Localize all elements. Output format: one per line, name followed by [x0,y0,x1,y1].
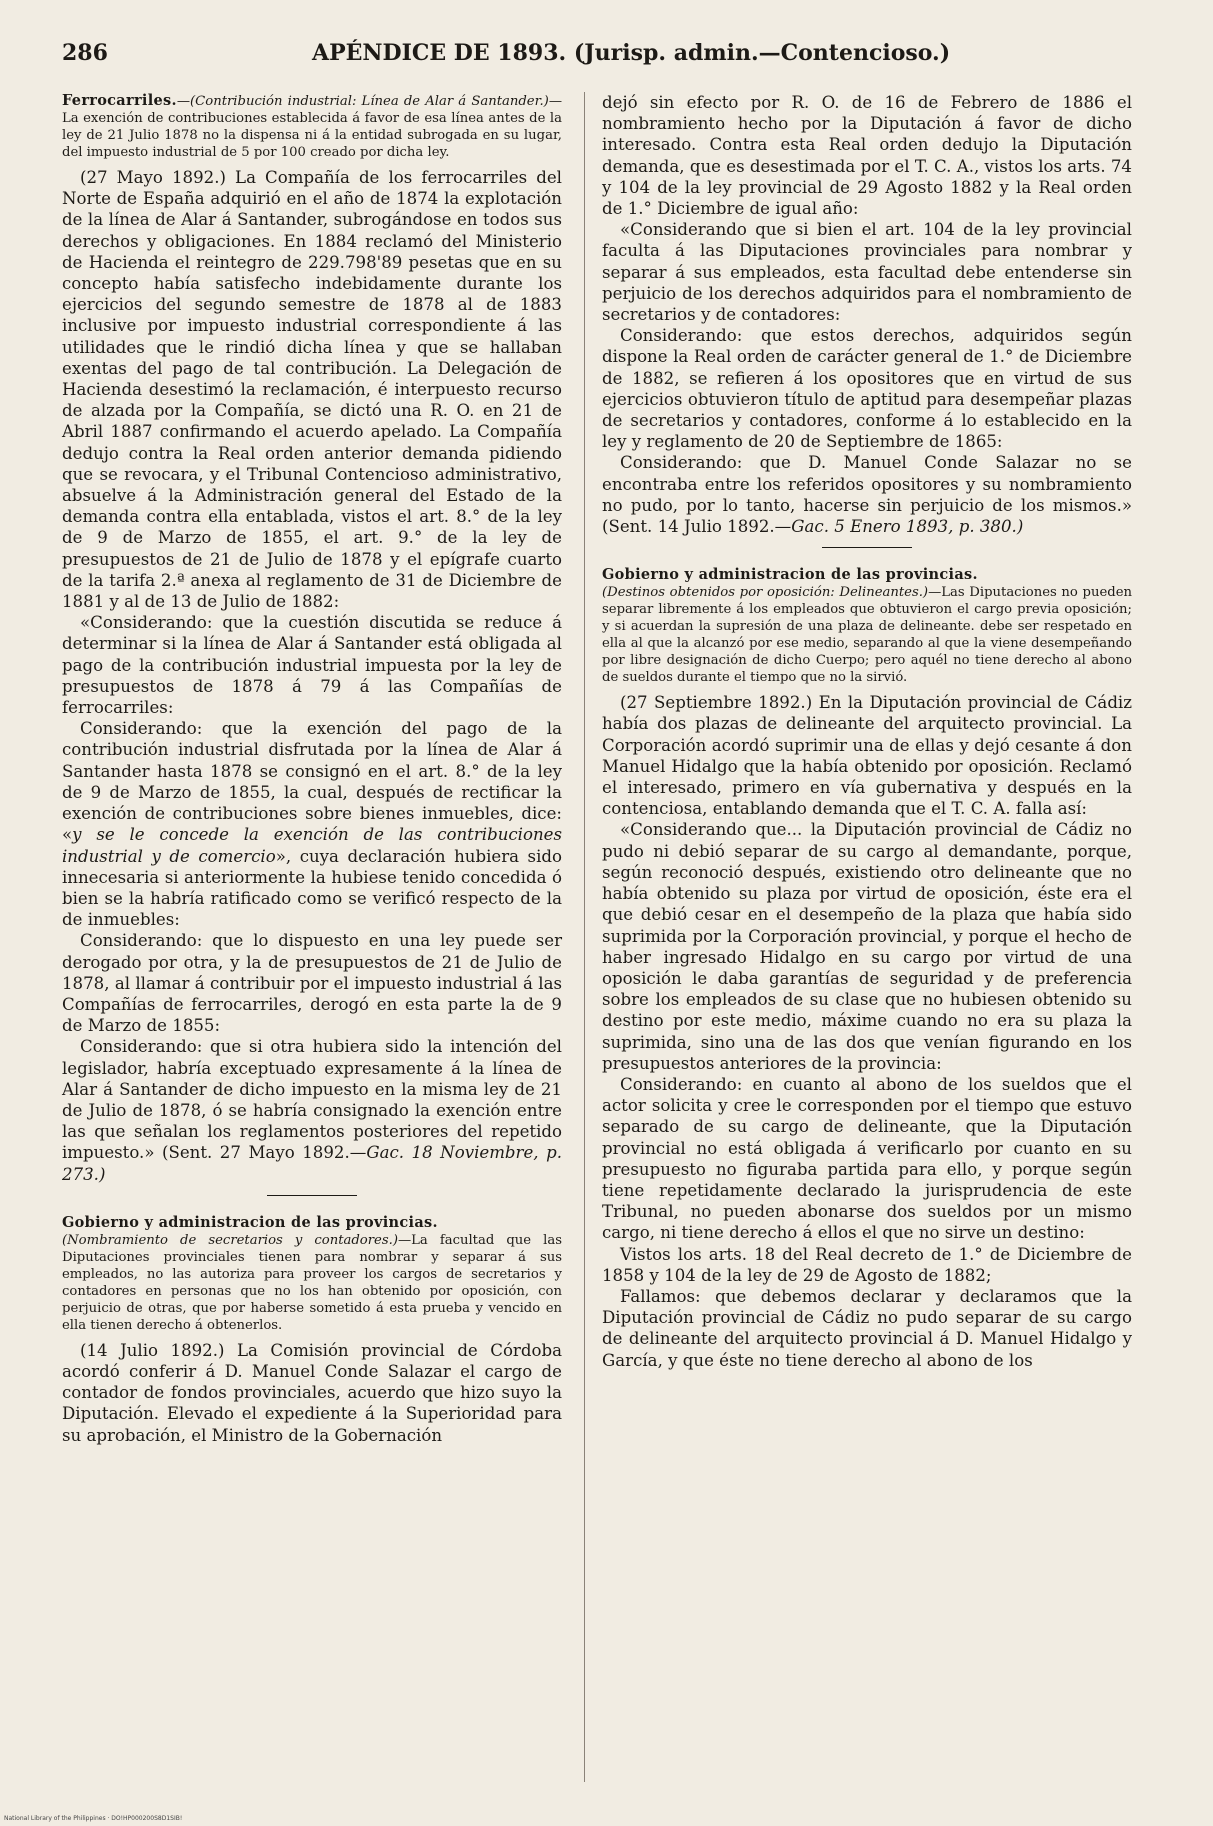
running-title: APÉNDICE DE 1893. (Jurisp. admin.—Contencioso.) [312,40,951,66]
scan-footer: National Library of the Philippines · DO!HP000200S8D1SIB! [4,1815,183,1822]
paragraph: Considerando: en cuanto al abono de los sueldos que el actor solicita y cree le corresponden por el tiempo que estuvo separado de su cargo de delineante, que la Diputación provincial no está obligada á verificarlo por cuanto en su presupuesto no figuraba partida para ello, y porque según tiene repetidamente declarado la jurisprudencia de este Tribunal, no pueden abonarse dos sueldos por un mismo cargo, ni tiene derecho á ellos el que no sirve un destino: [602,1074,1132,1243]
section-separator [267,1195,357,1196]
entry-summary-text: —La exención de contribuciones establecida á favor de esa línea antes de la ley de 21 Julio 1878 no la dispensa ni á la entidad subrogada en su lugar, del impuesto industrial de 5 por 100 creado por dicha ley. [62,94,562,160]
entry-heading: Gobierno y administracion de las provincias. [602,566,978,584]
paragraph [602,452,1132,537]
entry-gobierno-secretarios [62,1214,562,1446]
paragraph [62,1036,562,1184]
text-run: », cuya declaración hubiera sido innecesaria si anteriormente la hubiese tenido concedida ó bien se la habría ratificado como se verificó respecto de la de inmuebles: [62,846,562,930]
entry-summary-text: —La facultad que las Diputaciones provinciales tienen para nombrar y separar á sus empleados, no las autoriza para proveer los cargos de secretarios y contadores en personas que no los han obtenido por oposición, con perjuicio de otras, que por haberse sometido á esta prueba y vencido en ella tienen derecho á obtenerlos. [62,1232,562,1333]
paragraph: (14 Julio 1892.) La Comisión provincial de Córdoba acordó conferir á D. Manuel Conde Salazar el cargo de contador de fondos provinciales, acuerdo que hizo suyo la Diputación. Elevado el expediente á la Superioridad para su aprobación, el Ministro de la Gobernación [62,1340,562,1445]
paragraph: (27 Septiembre 1892.) En la Diputación provincial de Cádiz había dos plazas de delineante del arquitecto provincial. La Corporación acordó suprimir una de ellas y dejó cesante á don Manuel Hidalgo que la había obtenido por oposición. Reclamó el interesado, primero en vía gubernativa y después en la contenciosa, entablando demanda que el T. C. A. falla así: [602,693,1132,819]
column-divider [584,92,585,1782]
entry-ferrocarriles [62,92,562,1185]
paragraph: Vistos los arts. 18 del Real decreto de 1.° de Diciembre de 1858 y 104 de la ley de 29 de Agosto de 1882; [602,1244,1132,1285]
entry-subhead: (Nombramiento de secretarios y contadores.) [62,1232,398,1248]
text-run: Considerando: que si otra hubiera sido la intención del legislador, habría exceptuado expresamente á la línea de Alar á Santander de dicho impuesto en la misma ley de 21 de Julio de 1878, ó se habría consignado la exención entre las que señalan los reglamentos posteriores del repetido impuesto.» (Sent. 27 Mayo 1892.— [62,1037,562,1163]
paragraph: Considerando: que lo dispuesto en una ley puede ser derogado por otra, y la de presupuestos de 21 de Julio de 1878, al llamar á contribuir por el impuesto industrial á las Compañías de ferrocarriles, derogó en esta parte la de 9 de Marzo de 1855: [62,931,562,1036]
entry-summary [62,1214,562,1334]
paragraph [62,718,562,930]
text-run: Considerando: que D. Manuel Conde Salazar no se encontraba entre los referidos opositores y su nombramiento no pudo, por lo tanto, hacerse sin perjuicio de los mismos.» (Sent. 14 Julio 1892.— [602,453,1132,537]
left-column [62,92,562,1446]
paragraph: «Considerando: que la cuestión discutida se reduce á determinar si la línea de Alar á Santander está obligada al pago de la contribución industrial impuesta por la ley de presupuestos de 1878 á 79 á las Compañías de ferrocarriles: [62,613,562,718]
entry-heading: Gobierno y administracion de las provincias. [62,1213,438,1231]
gazette-citation: Gac. 18 Noviembre, p. 273.) [62,1143,562,1184]
paragraph: (27 Mayo 1892.) La Compañía de los ferrocarriles del Norte de España adquirió en el año de 1874 la explotación de la línea de Alar á Santander, subrogándose en todos sus derechos y obligaciones. En 1884 reclamó del Ministerio de Hacienda el reintegro de 229.798'89 pesetas que en su concepto había satisfecho indebidamente durante los ejercicios del segundo semestre de 1878 al de 1883 inclusive por impuesto industrial correspondiente á las utilidades que le rindió dicha línea y que se hallaban exentas del pago de tal contribución. La Delegación de Hacienda desestimó la reclamación, é interpuesto recurso de alzada por la Compañía, se dictó una R. O. en 21 de Abril 1887 confirmando el acuerdo apelado. La Compañía dedujo contra la Real orden anterior demanda pidiendo que se revocara, y el Tribunal Contencioso administrativo, absuelve á la Administración general del Estado de la demanda contra ella entablada, vistos el art. 8.° de la ley de 9 de Marzo de 1855, el art. 9.° de la ley de presupuestos de 21 de Julio de 1878 y el epígrafe cuarto de la tarifa 2.ª anexa al reglamento de 31 de Diciembre de 1881 y al de 13 de Julio de 1882: [62,168,562,612]
paragraph: «Considerando que... la Diputación provincial de Cádiz no pudo ni debió separar de su cargo al demandante, porque, según reconoció después, existiendo otro delineante que no había obtenido su plaza por virtud de oposición, éste era el que debió cesar en el desempeño de la plaza que había sido suprimida por la Corporación provincial, y porque el hecho de haber ingresado Hidalgo en su cargo por virtud de una oposición le daba garantías de seguridad y de preferencia sobre los empleados de su clase que no hubiesen obtenido su destino por este medio, máxime cuando no era su plaza la suprimida, sino una de las dos que venían figurando en los presupuestos anteriores de la provincia: [602,820,1132,1073]
entry-summary [602,566,1132,686]
entry-subhead: —(Contribución industrial: Línea de Alar á Santander.) [176,94,549,109]
section-separator [822,547,912,548]
entry-heading: Ferrocarriles. [62,92,177,109]
gazette-citation: Gac. 5 Enero 1893, p. 380.) [791,517,1024,537]
entry-summary-text: —Las Diputaciones no pueden separar libremente á los empleados que obtuvieron el cargo previa oposición; y si acuerdan la supresión de una plaza de delineante. debe ser respetado en ella al que la alcanzó por ese medio, separando al que la viene desempeñando por libre designación de dicho Cuerpo; pero aquél no tiene derecho al abono de sueldos durante el tiempo que no la sirvió. [602,585,1132,686]
entry-summary [62,92,562,161]
italic-quote: y se le concede la exención de las contribuciones industrial y de comercio [62,825,562,866]
paragraph: dejó sin efecto por R. O. de 16 de Febrero de 1886 el nombramiento hecho por la Diputación á favor de dicho interesado. Contra esta Real orden dedujo la Diputación demanda, que es desestimada por el T. C. A., vistos los arts. 74 y 104 de la ley provincial de 29 Agosto 1882 y la Real orden de 1.° Diciembre de igual año: [602,93,1132,219]
entry-gobierno-delineantes [602,566,1132,1371]
running-head [62,40,1132,74]
right-column [602,92,1132,1371]
page-number: 286 [62,40,108,66]
text-run: Considerando: que la exención del pago de la contribución industrial disfrutada por la línea de Alar á Santander hasta 1878 se consignó en el art. 8.° de la ley de 9 de Marzo de 1855, la cual, después de rectificar la exención de contribuciones sobre bienes inmuebles, dice: « [62,719,562,845]
paragraph: «Considerando que si bien el art. 104 de la ley provincial faculta á las Diputaciones provinciales para nombrar y separar á sus empleados, esta facultad debe entenderse sin perjuicio de los derechos adquiridos para el nombramiento de secretarios y de contadores: [602,220,1132,325]
entry-subhead: (Destinos obtenidos por oposición: Delineantes.) [602,585,929,601]
entry-continuation [602,92,1132,537]
paragraph: Considerando: que estos derechos, adquiridos según dispone la Real orden de carácter general de 1.° de Diciembre de 1882, se refieren á los opositores que en virtud de sus ejercicios obtuvieron título de aptitud para desempeñar plazas de secretarios y contadores, conforme á lo establecido en la ley y reglamento de 20 de Septiembre de 1865: [602,326,1132,452]
paragraph: Fallamos: que debemos declarar y declaramos que la Diputación provincial de Cádiz no pudo separar de su cargo de delineante del arquitecto provincial á D. Manuel Hidalgo y García, y que éste no tiene derecho al abono de los [602,1286,1132,1370]
